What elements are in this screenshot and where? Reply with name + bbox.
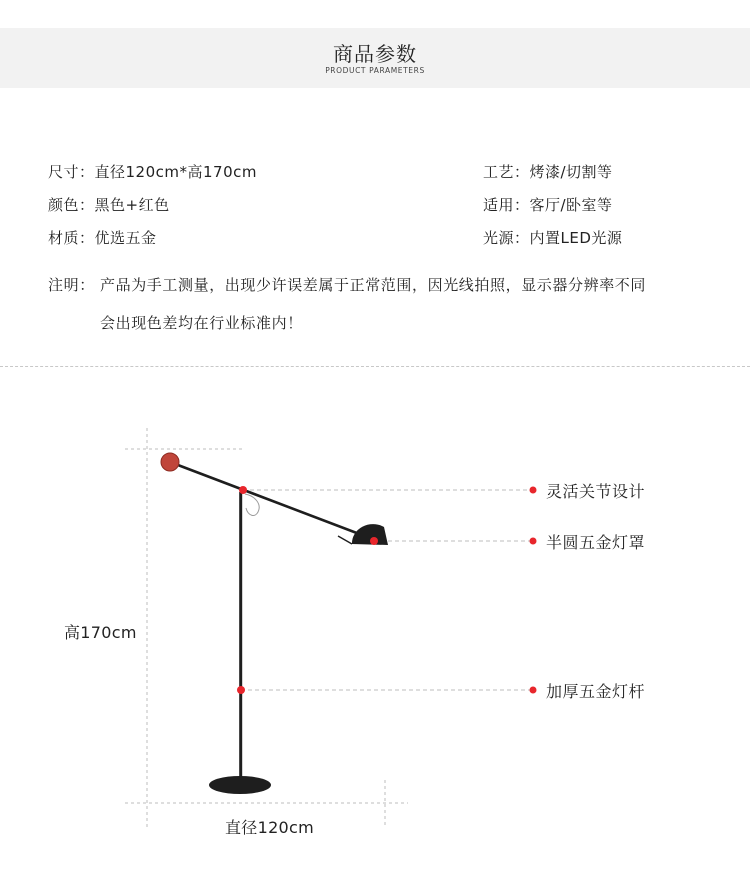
lamp-shade [352, 524, 388, 545]
note-line-1: 产品为手工测量，出现少许误差属于正常范围，因光线拍照，显示器分辨率不同 [100, 276, 647, 294]
callout-shade-dot [530, 538, 537, 545]
marker-dots [237, 486, 537, 694]
lamp-arm [170, 462, 362, 535]
lamp-pole [239, 492, 242, 785]
callout-pole-dot [530, 687, 537, 694]
lamp-cable [245, 494, 259, 515]
note-label: 注明： [48, 276, 95, 294]
callout-pole: 加厚五金灯杆 [546, 682, 646, 701]
dimension-guides [125, 428, 408, 828]
note-body [100, 266, 720, 342]
section-title: 商品参数 [333, 42, 417, 66]
spec-craft: 工艺：烤漆/切割等 [483, 163, 613, 181]
section-header [0, 28, 750, 88]
shade-dot [370, 537, 378, 545]
callout-joint-dot [530, 487, 537, 494]
height-dimension-label: 高170cm [64, 623, 137, 642]
lamp-illustration [161, 453, 388, 794]
spec-light-source: 光源：内置LED光源 [483, 229, 623, 247]
width-dimension-label: 直径120cm [225, 818, 315, 837]
spec-material: 材质：优选五金 [48, 229, 157, 247]
callout-shade: 半圆五金灯罩 [546, 533, 646, 552]
spec-size: 尺寸：直径120cm*高170cm [48, 163, 257, 181]
spec-color: 颜色：黑色+红色 [48, 196, 170, 214]
lamp-shade-rim [338, 536, 352, 544]
note-line-2: 会出现色差均在行业标准内！ [100, 314, 303, 332]
callout-joint: 灵活关节设计 [546, 482, 646, 501]
callout-leaders [241, 490, 533, 690]
joint-dot [239, 486, 247, 494]
section-divider [0, 366, 750, 367]
pole-dot [237, 686, 245, 694]
section-subtitle: PRODUCT PARAMETERS [325, 66, 425, 75]
spec-usage: 适用：客厅/卧室等 [483, 196, 613, 214]
counterweight [161, 453, 179, 471]
